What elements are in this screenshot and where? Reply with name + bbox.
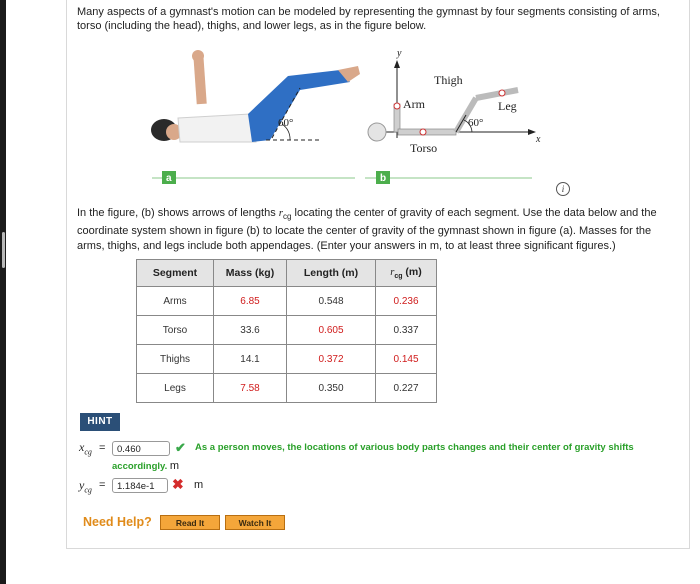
- r-symbol: r: [278, 207, 284, 219]
- cell-rcg: 0.145: [376, 345, 437, 374]
- header-mass: Mass (kg): [214, 260, 287, 287]
- segment-data-table: [136, 259, 437, 403]
- tag-b-label: b: [380, 173, 387, 184]
- watch-it-button[interactable]: Watch It: [225, 515, 285, 530]
- r-subscript: cg: [283, 212, 292, 222]
- cell-segment: Legs: [137, 374, 214, 403]
- table-row: [137, 316, 437, 345]
- ycg-symbol: y: [79, 478, 85, 492]
- ycg-unit: m: [194, 479, 204, 491]
- rcg-subscript: cg: [394, 273, 403, 281]
- header-segment: Segment: [137, 260, 214, 287]
- feedback-text-line-1: As a person moves, the locations of various body parts changes and their center of gravity shifts: [195, 442, 634, 453]
- xcg-subscript: cg: [84, 447, 92, 457]
- ycg-equals: =: [99, 479, 106, 491]
- y-axis-label: y: [397, 48, 402, 59]
- cell-mass: 7.58: [214, 374, 287, 403]
- x-axis-label: x: [536, 134, 541, 145]
- rcg-symbol: r: [390, 266, 395, 278]
- info-icon[interactable]: i: [556, 182, 570, 196]
- torso-label: Torso: [410, 141, 438, 155]
- xcg-symbol: x: [79, 440, 85, 454]
- cell-rcg: 0.227: [376, 374, 437, 403]
- ycg-label: [79, 478, 92, 494]
- cell-mass: 6.85: [214, 287, 287, 316]
- feedback-text-accordingly: accordingly.: [112, 461, 168, 472]
- hint-button[interactable]: HINT: [80, 413, 120, 431]
- xcg-equals: =: [99, 442, 106, 454]
- arm-label: Arm: [403, 97, 425, 111]
- cell-segment: Arms: [137, 287, 214, 316]
- cell-length: 0.372: [287, 345, 376, 374]
- scroll-handle[interactable]: [2, 232, 5, 268]
- xcg-unit: m: [169, 460, 180, 472]
- cell-segment: Thighs: [137, 345, 214, 374]
- leg-label: Leg: [498, 99, 517, 113]
- angle-label-b: 60°: [468, 117, 484, 129]
- cell-rcg: 0.337: [376, 316, 437, 345]
- rcg-unit: (m): [402, 265, 422, 278]
- need-help-label: Need Help?: [83, 515, 152, 529]
- xcg-label: [79, 440, 92, 456]
- header-rcg: [376, 260, 437, 287]
- ycg-answer-input[interactable]: 1.184e-1: [112, 478, 168, 493]
- read-it-button[interactable]: Read It: [160, 515, 220, 530]
- intro-text: Many aspects of a gymnast's motion can be modeled by representing the gymnast by four segments consisting of arms, torso (including the head), thighs, and lower legs, as in the figure below.: [77, 6, 660, 32]
- statement-part-1: In the figure, (b) shows arrows of lengths: [77, 207, 279, 219]
- cell-length: 0.548: [287, 287, 376, 316]
- cell-rcg: 0.236: [376, 287, 437, 316]
- angle-label-a: 60°: [278, 117, 294, 129]
- header-length: Length (m): [287, 260, 376, 287]
- tag-a-label: a: [166, 173, 172, 184]
- cell-mass: 14.1: [214, 345, 287, 374]
- statement-part-2: locating the center of gravity of each segment. Use the data below and the coordinate system shown in figure (b) to locate the center of gravity of the gymnast shown in figure (a). Masses for the arms, thighs, and legs include both appendages. (Enter your answers in m, to at least three significant figures.): [77, 207, 657, 253]
- cell-length: 0.605: [287, 316, 376, 345]
- cell-segment: Torso: [137, 316, 214, 345]
- left-window-edge: [0, 0, 6, 584]
- table-row: [137, 345, 437, 374]
- correct-check-icon: ✔: [175, 440, 186, 455]
- xcg-answer-input[interactable]: 0.460: [112, 441, 170, 456]
- cell-length: 0.350: [287, 374, 376, 403]
- table-row: [137, 374, 437, 403]
- problem-statement: [77, 206, 677, 254]
- gymnast-figure: [140, 44, 540, 194]
- feedback-text-line-2: [112, 460, 179, 472]
- table-row: [137, 287, 437, 316]
- ycg-subscript: cg: [84, 485, 92, 495]
- gymnast-photo: [151, 50, 360, 142]
- table-header-row: [137, 260, 437, 287]
- cell-mass: 33.6: [214, 316, 287, 345]
- thigh-label: Thigh: [434, 73, 463, 87]
- incorrect-x-icon: ✖: [172, 476, 184, 492]
